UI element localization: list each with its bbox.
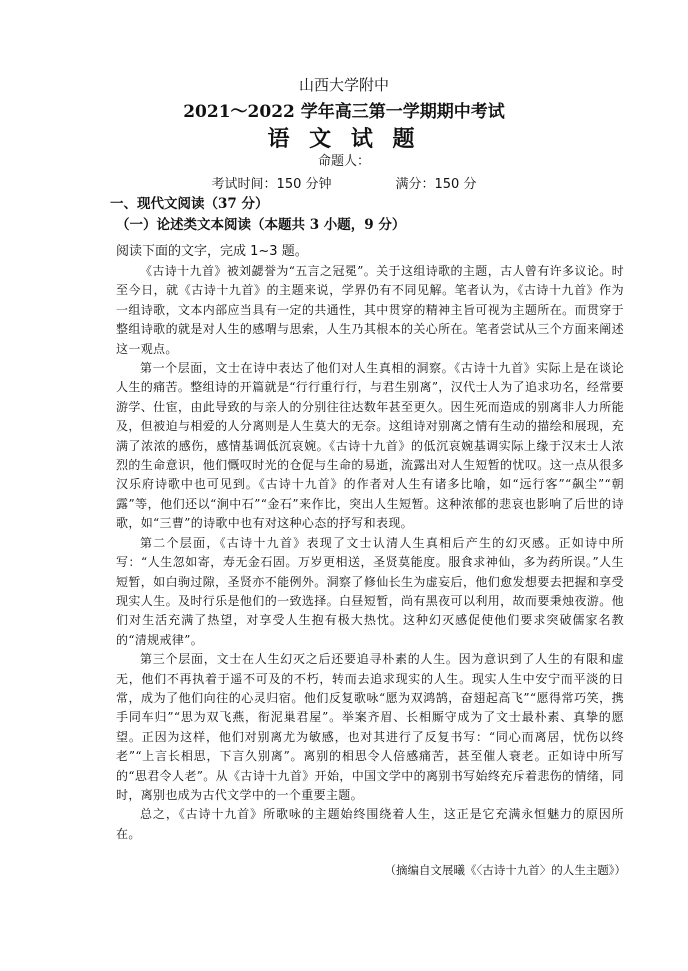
article-paragraph: 第一个层面，文士在诗中表达了他们对人生真相的洞察。《古诗十九首》实际上是在谈论人生的痛苦。整组诗的开篇就是“行行重行行，与君生别离”，汉代士人为了追求功名，经常要游学、仕宦，由此导致的与亲人的分别往往达数年甚至更久。因生死而造成的别离非人力所能及，但被迫与相爱的人分离则是人生莫大的无奈。这组诗对别离之情有生动的描绘和展现，充满了浓浓的感伤，感情基调低沉哀婉。《古诗十九首》的低沉哀婉基调实际上缘于汉末士人浓烈的生命意识，他们慨叹时光的仓促与生命的易逝，流露出对人生短暂的忧叹。这一点从很多汉乐府诗歌中也可见到。《古诗十九首》的作者对人生有诸多比喻，如“远行客”“飙尘”“朝露”等，他们还以“涧中石”“金石”来作比，突出人生短暂。这种浓郁的悲哀也影响了后世的诗歌，如“三曹”的诗歌中也有对这种心态的抒写和表现。	[116, 361, 624, 531]
exam-info	[0, 173, 688, 192]
exam-time: 考试时间：150 分钟	[211, 177, 332, 192]
section-heading: 一、现代文阅读（37 分）	[110, 196, 269, 212]
exam-score: 满分：150 分	[395, 177, 477, 192]
article-paragraph: 第二个层面，《古诗十九首》表现了文士认清人生真相后产生的幻灭感。正如诗中所写：“人生忽如寄，寿无金石固。万岁更相送，圣贤莫能度。服食求神仙，多为药所误。”人生短暂，如白驹过隙，圣贤亦不能例外。洞察了修仙长生为虚妄后，他们愈发想要去把握和享受现实人生。及时行乐是他们的一致选择。白昼短暂，尚有黑夜可以利用，故而要秉烛夜游。他们对生活充满了热望，对享受人生抱有极大热忱。这种幻灭感促使他们要求突破儒家名教的“清规戒律”。	[116, 535, 624, 647]
article-paragraph: 总之，《古诗十九首》所歌咏的主题始终围绕着人生，这正是它充满永恒魅力的原因所在。	[116, 807, 624, 841]
article-paragraph: 第三个层面，文士在人生幻灭之后还要追寻朴素的人生。因为意识到了人生的有限和虚无，他们不再执着于遥不可及的不朽，转而去追求现实的人生。现实人生中安宁而平淡的日常，成为了他们向往的心灵归宿。他们反复歌咏“愿为双鸿鹄，奋翅起高飞”“愿得常巧笑，携手同车归”“思为双飞燕，衔泥巢君屋”。举案齐眉、长相厮守成为了文士最朴素、真挚的愿望。正因为这样，他们对别离尤为敏感，也对其进行了反复书写：“同心而离居，忧伤以终老”“上言长相思，下言久别离”。离别的相思令人倍感痛苦，甚至催人衰老。正如诗中所写的“思君令人老”。从《古诗十九首》开始，中国文学中的离别书写始终充斥着悲伤的情绪，同时，离别也成为古代文学中的一个重要主题。	[116, 652, 624, 802]
school-name: 山西大学附中	[298, 76, 389, 94]
reading-instruction: 阅读下面的文字，完成 1~3 题。	[116, 244, 308, 259]
subject-title: 语 文 试 题	[267, 126, 421, 152]
article-paragraph: 《古诗十九首》被刘勰誉为“五言之冠冕”。关于这组诗歌的主题，古人曾有许多议论。时至今日，就《古诗十九首》的主题来说，学界仍有不同见解。笔者认为，《古诗十九首》作为一组诗歌，文本内部应当具有一定的共通性，其中贯穿的精神主旨可视为主题所在。而贯穿于整组诗歌的就是对人生的感喟与思索，人生乃其根本的关心所在。笔者尝试从三个方面来阐述这一观点。	[116, 264, 624, 356]
subsection-heading: （一）论述类文本阅读（本题共 3 小题，9 分）	[116, 217, 406, 233]
author-line: 命题人：	[317, 154, 370, 169]
article-body	[116, 262, 624, 844]
source-citation: （摘编自文展曦《〈古诗十九首〉的人生主题》）	[384, 863, 626, 877]
exam-title: 2021～2022 学年高三第一学期期中考试	[183, 102, 505, 122]
